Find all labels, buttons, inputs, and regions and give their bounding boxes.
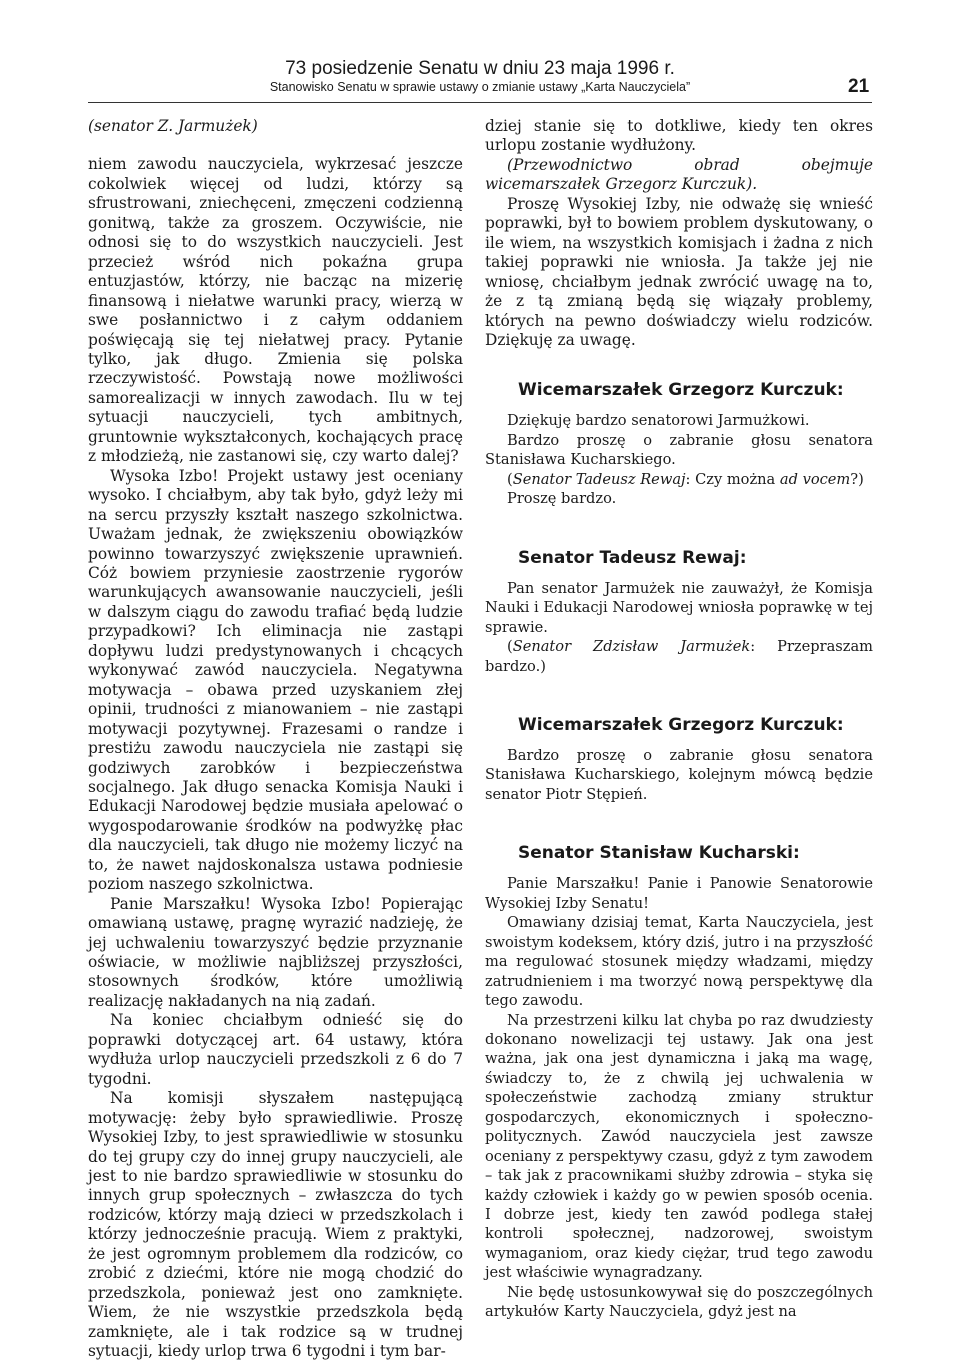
paragraph: Nie będę ustosunkowywał się do poszczególnych artykułów Karty Nauczyciela, gdyż jest na: [485, 1283, 873, 1321]
paragraph: Wysoka Izbo! Projekt ustawy jest oceniany wysoko. I chciałbym, aby tak było, gdyż leży mi na sercu przyszły kształt naszego szkolnictwa. Uważam jednak, że zwiększeniu obowiązków powinno towarzyszyć zwiększenie uprawnień. Cóż bowiem przyniesie zaostrzenie rygorów warunkujących awansowanie nauczycieli, jeśli w dalszym ciągu do zawodu trafiać będą ludzie przypadkowi? Ich eliminacja nie zastąpi dopływu ludzi predystynowanych i chcących wykonywać zawód nauczyciela. Negatywna motywacja – obawa przed uzyskaniem złej opinii, trudności z mianowaniem – nie zastąpi motywacji pozytywnej. Frazesami o randze i prestiżu zawodu nauczyciela nie zastąpi się godziwych zarobków i bezpieczeństwa socjalnego. Jak długo senacka Komisja Nauki i Edukacji Narodowej będzie musiała apelować o wygospodarowanie środków na podwyżkę płac dla nauczycieli, tak długo nie możemy liczyć na to, że nawet najdoskonalsza ustawa podniesie poziom naszego szkolnictwa.: [88, 466, 463, 894]
paragraph: Omawiany dzisiaj temat, Karta Nauczyciela, jest swoistym kodeksem, który dziś, jutro i na przyszłość ma regulować stosunek między władzami, między zatrudnieniem i ma tworzyć nową perspektywę dla tego zawodu.: [485, 914, 873, 1010]
speaker-heading: Senator Stanisław Kucharski:: [518, 843, 800, 864]
right-column: [485, 117, 873, 1322]
paragraph: Bardzo proszę o zabranie głosu senatora Stanisława Kucharskiego, kolejnym mówcą będzie senator Piotr Stępień.: [485, 746, 873, 803]
paragraph: Pan senator Jarmużek nie zauważył, że Komisja Nauki i Edukacji Narodowej wniosła poprawkę w tej sprawie.: [485, 579, 873, 636]
paragraph: Proszę bardzo.: [507, 490, 617, 508]
header-rule: [88, 102, 872, 103]
paragraph: niem zawodu nauczyciela, wykrzesać jeszcze cokolwiek więcej od ludzi, którzy są sfrustrowani, zniechęceni, zmęczeni codzienną gonitwą, także za groszem. Oczywiście, nie odnosi się to do wszystkich nauczycieli. Jest przecież wśród nich pokaźna grupa entuzjastów, którzy, nie bacząc na mizerię finansową i niełatwe warunki pracy, wierzą w swe posłannictwo i z całym oddaniem poświęcają się tej niełatwej pracy. Pytanie tylko, jak długo. Zmienia się polska rzeczywistość. Powstają nowe możliwości samorealizacji w innych zawodach. Ilu w tej sytuacji nauczycieli, tych ambitnych, gruntownie wykształconych, kochających pracę z młodzieżą, nie zastanowi się, czy warto dalej?: [88, 155, 463, 466]
left-column: [88, 117, 463, 1362]
interjection: (Senator Zdzisław Jarmużek: Przepraszam bardzo.): [485, 638, 873, 675]
page-header-subtitle: Stanowisko Senatu w sprawie ustawy o zmianie ustawy „Karta Nauczyciela”: [269, 80, 691, 94]
page-header-title: 73 posiedzenie Senatu w dniu 23 maja 1996 r.: [285, 58, 675, 79]
paragraph: Na koniec chciałbym odnieść się do poprawki dotyczącej art. 64 ustawy, która wydłuża urlop nauczycieli przedszkoli z 6 do 7 tygodni.: [88, 1011, 463, 1088]
speaker-heading: Senator Tadeusz Rewaj:: [518, 547, 747, 568]
paragraph: Proszę Wysokiej Izby, nie odważę się wnieść poprawki, był to bowiem problem dyskutowany, o ile wiem, na wszystkich komisjach i żadna z nich takiej poprawki nie wniosła. Ja także jej nie wniosę, chciałbym jednak zwrócić uwagę na to, że z tą zmianą będą się wiązały problemy, których na pewno doświadczy wielu rodziców. Dziękuję za uwagę.: [485, 194, 873, 349]
page-number: 21: [848, 76, 870, 97]
speaker-heading: Wicemarszałek Grzegorz Kurczuk:: [518, 380, 844, 401]
speaker-note: (senator Z. Jarmużek): [88, 117, 258, 135]
paragraph: Dziękuję bardzo senatorowi Jarmużkowi.: [507, 412, 810, 430]
interjection: (Senator Tadeusz Rewaj: Czy można ad vocem?): [507, 470, 864, 488]
paragraph: dziej stanie się to dotkliwe, kiedy ten okres urlopu zostanie wydłużony.: [485, 117, 873, 155]
paragraph: Bardzo proszę o zabranie głosu senatora Stanisława Kucharskiego.: [485, 431, 873, 469]
paragraph: Na przestrzeni kilku lat chyba po raz dwudziesty dokonano nowelizacji tej ustawy. Jak ona jest ważna, jak ona jest dynamiczna i jaką ma wagę, świadczy to, że z chwilą jej uchwalenia w społeczeństwie zachodzą zmiany struktur gospodarczych, ekonomicznych i społeczno-politycznych. Zawód nauczyciela jest zawsze oceniany z perspektywy czasu, gdyż z tym zawodem – tak jak z pracownikami służby zdrowia – styka się każdy człowiek i każdy go w pewien sposób ocenia. I dobrze jest, kiedy ten zawód podlega stałej kontroli społecznej, nadzorowej, swoistym wymaganiom, oraz kiedy ciężar, trud tego zawodu jest właściwie wynagradzany.: [485, 1011, 873, 1282]
stage-direction: (Przewodnictwo obrad obejmuje wicemarszałek Grzegorz Kurczuk).: [485, 155, 873, 194]
paragraph: Panie Marszałku! Panie i Panowie Senatorowie Wysokiej Izby Senatu!: [485, 875, 873, 912]
paragraph: Na komisji słyszałem następującą motywację: żeby było sprawiedliwie. Proszę Wysokiej Izby, to jest sprawiedliwie w stosunku do tej grupy czy do innej grupy nauczycieli, ale jest to nie bardzo sprawiedliwie w stosunku do innych grup społecznych – zwłaszcza do tych rodziców, którzy mają dzieci w przedszkolach i którzy jednocześnie pracują. Wiem z praktyki, że jest ogromnym problemem dla rodziców, co zrobić z dziećmi, które nie mogą chodzić do przedszkola, ponieważ jest ono zamknięte. Wiem, że nie wszystkie przedszkola będą zamknięte, ale i tak rodzice są w trudnej sytuacji, kiedy urlop trwa 6 tygodni i tym bar-: [88, 1089, 463, 1361]
paragraph: Panie Marszałku! Wysoka Izbo! Popierając omawianą ustawę, pragnę wyrazić nadzieję, że jej uchwaleniu towarzyszyć będzie przyznanie oświacie, w możliwie najbliższej przyszłości, stosownych środków, które umożliwią realizację nakładanych na nią zadań.: [88, 894, 463, 1010]
speaker-heading: Wicemarszałek Grzegorz Kurczuk:: [518, 714, 844, 735]
